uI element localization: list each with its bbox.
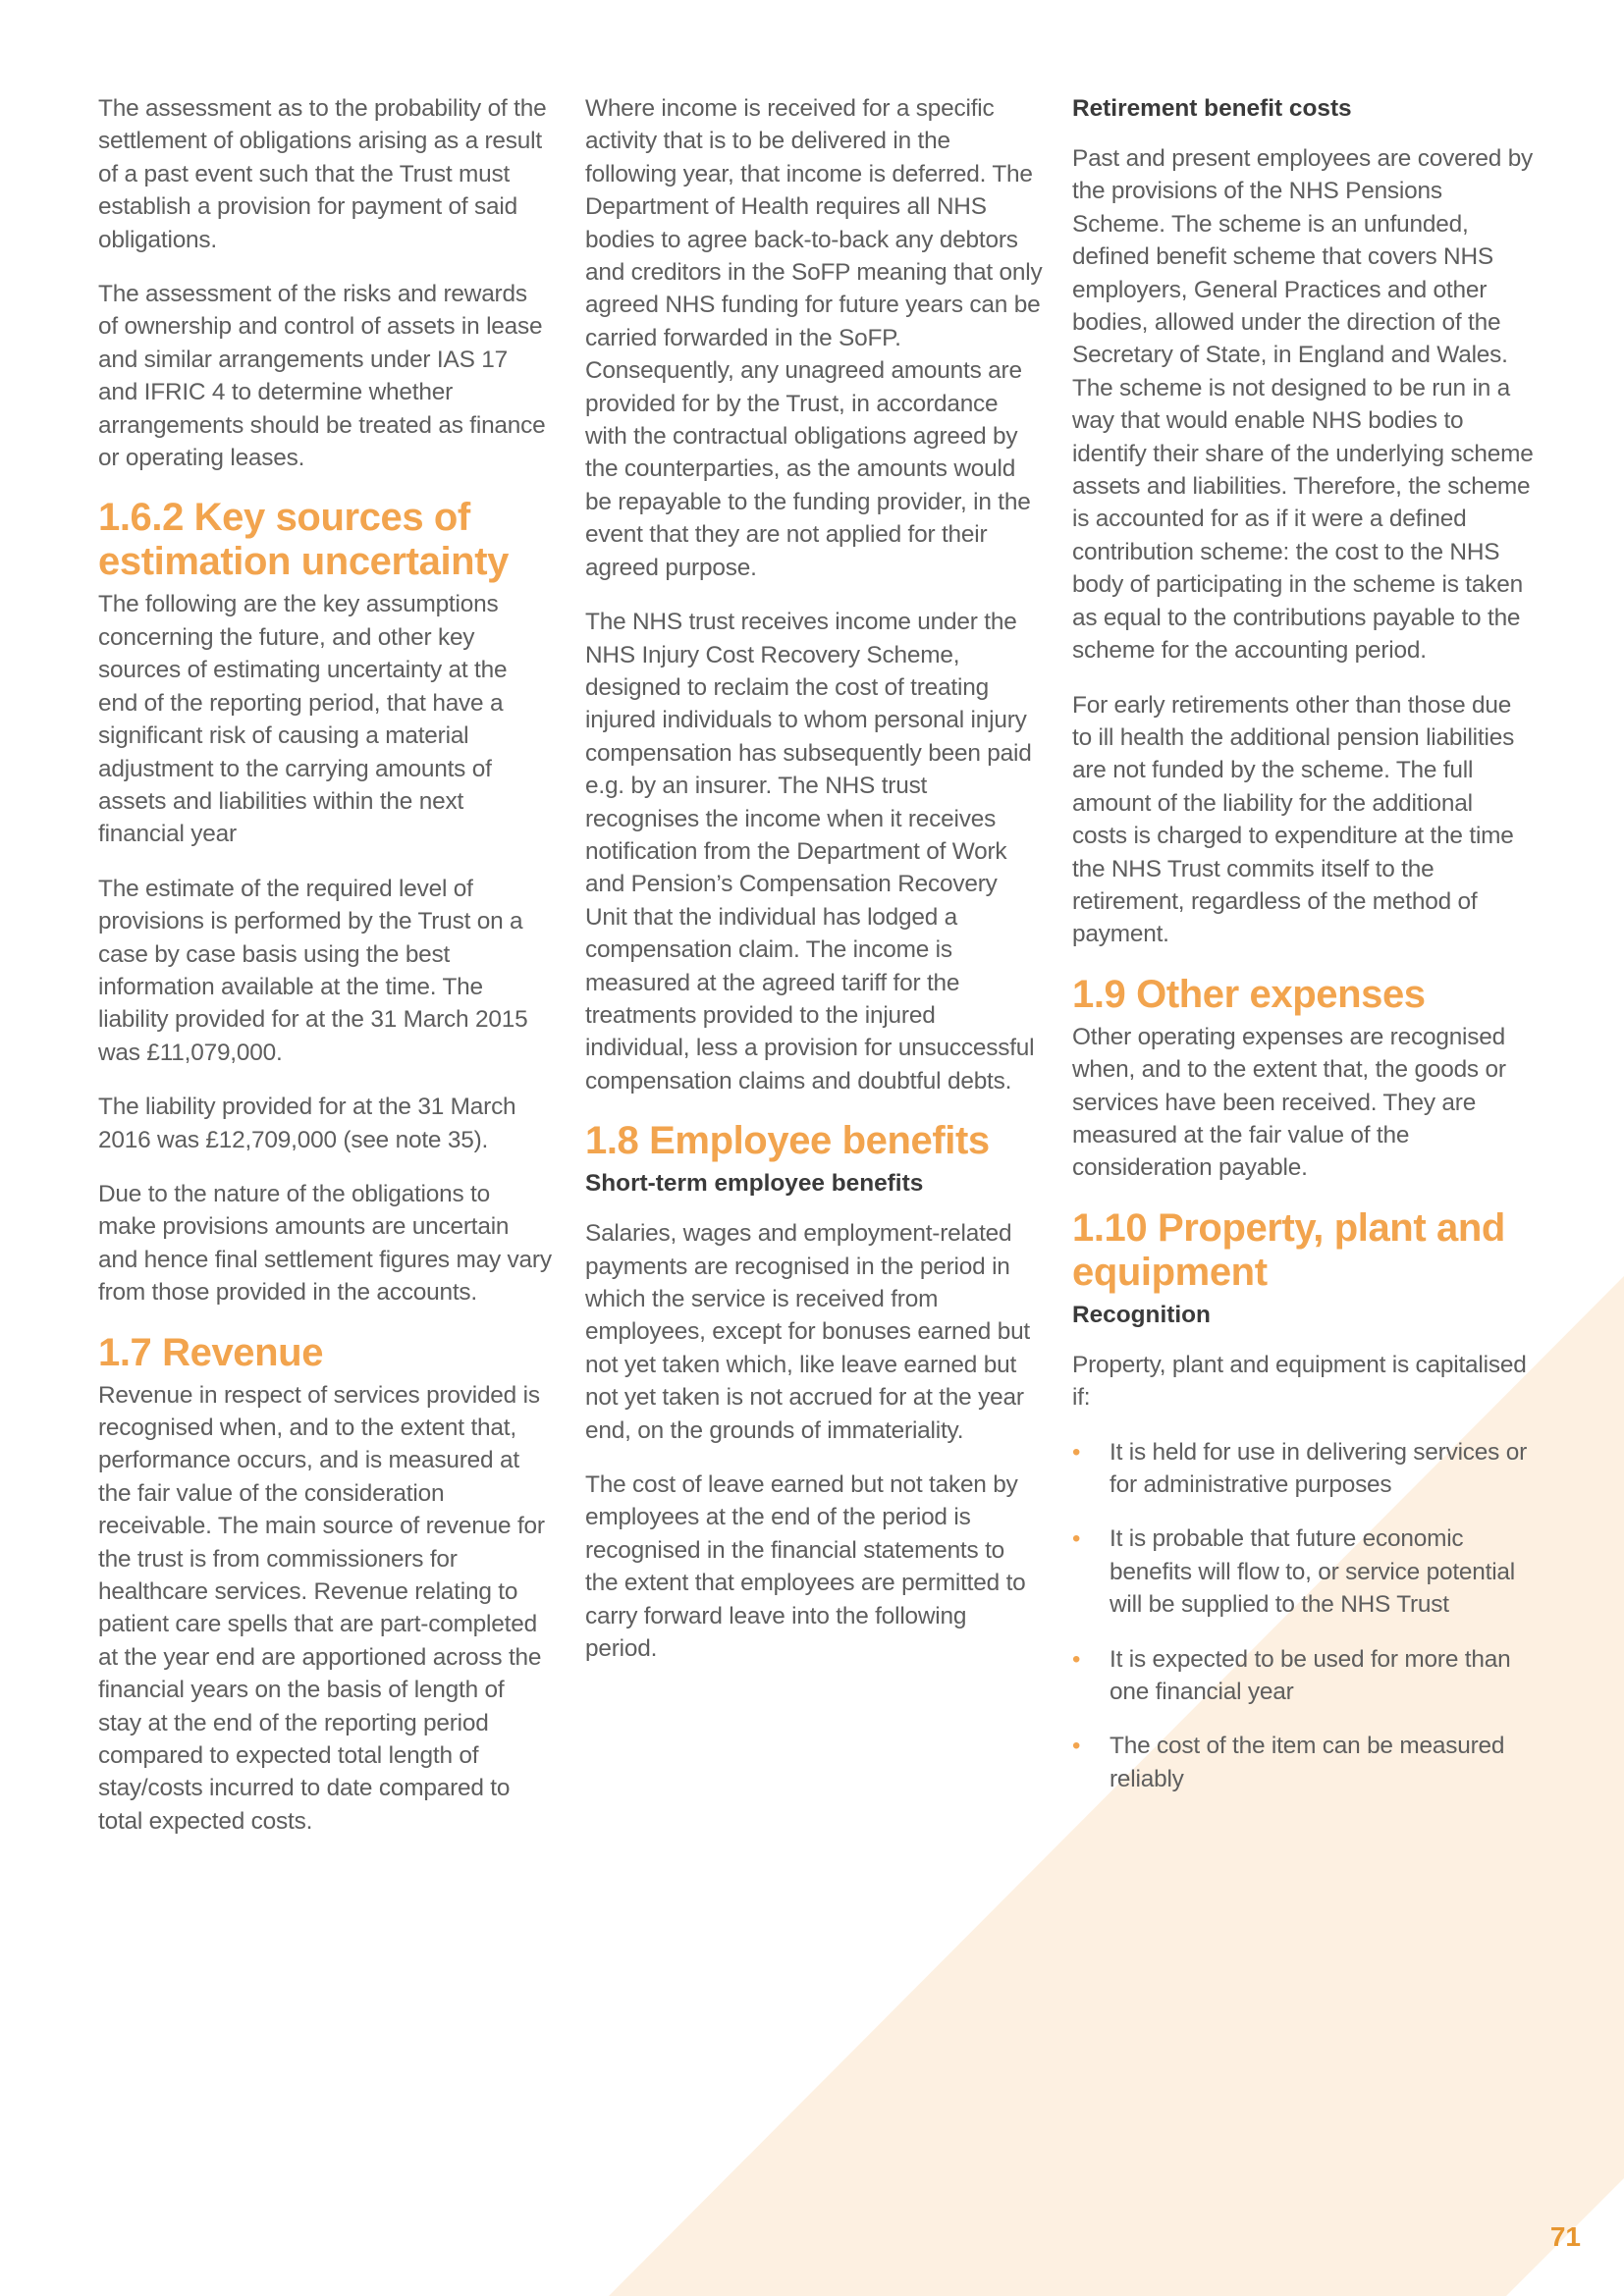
list-item [1072,1522,1534,1621]
paragraph: The liability provided for at the 31 March 2016 was £12,709,000 (see note 35). [98,1094,516,1153]
subheading-recognition: Recognition [1072,1301,1211,1328]
paragraph: Where income is received for a specific activity that is to be delivered in the following year, that income is deferred. The Department of Health requires all NHS bodies to agree back-to-back any debtors and creditors in the SoFP meaning that only agreed NHS funding for future years can be carried forwarded in the SoFP. Consequently, any unagreed amounts are provided for by the Trust, in accordance with the contractual obligations agreed by the counterparties, as the amounts would be repayable to the funding provider, in the event that they are not applied for their agreed purpose. [585,95,1043,581]
recognition-criteria-list [1072,1436,1534,1796]
heading-property-plant-equipment: 1.10 Property, plant and equipment [1072,1205,1505,1294]
column-3 [1072,92,1534,1817]
heading-key-sources-estimation: 1.6.2 Key sources of estimation uncertainty [98,496,509,584]
list-item-text: The cost of the item can be measured reliably [1110,1733,1505,1792]
paragraph: The following are the key assumptions concerning the future, and other key sources of estimating uncertainty at the end of the reporting period, that have a significant risk of causing a material adjustment to the carrying amounts of assets and liabilities within the next financial year [98,591,508,848]
paragraph: Salaries, wages and employment-related payments are recognised in the period in which the service is received from employees, except for bonuses earned but not yet taken which, like leave earned but not yet taken is not accrued for at the year end, on the grounds of immateriality. [585,1220,1031,1444]
list-item [1072,1730,1534,1795]
paragraph: Other operating expenses are recognised when, and to the extent that, the goods or services have been received. They are measured at the fair value of the consideration payable. [1072,1023,1506,1182]
paragraph: For early retirements other than those due to ill health the additional pension liabilities are not funded by the scheme. The full amount of the liability for the additional costs is charged to expenditure at the time the NHS Trust commits itself to the retirement, regardless of the method of payment. [1072,691,1515,948]
bullet-icon: • [1072,1733,1081,1760]
heading-other-expenses: 1.9 Other expenses [1072,972,1426,1016]
paragraph: The NHS trust receives income under the NHS Injury Cost Recovery Scheme, designed to reclaim the cost of treating injured individuals to whom personal injury compensation has subsequently been paid e.g. by an insurer. The NHS trust recognises the income when it receives notification from the Department of Work and Pension’s Compensation Recovery Unit that the individual has lodged a compensation claim. The income is measured at the agreed tariff for the treatments provided to the injured individual, less a provision for unsuccessful compensation claims and doubtful debts. [585,609,1035,1095]
list-item [1072,1643,1534,1709]
column-2 [585,92,1043,1686]
bullet-icon: • [1072,1438,1081,1466]
list-item [1072,1436,1534,1502]
paragraph: Revenue in respect of services provided is recognised when, and to the extent that, performance occurs, and is measured at the fair value of the consideration receivable. The main source of revenue for the trust is from commissioners for healthcare services. Revenue relating to patient care spells that are part-completed at the year end are apportioned across the financial years on the basis of length of stay at the end of the reporting period compared to expected total length of stay/costs incurred to date compared to total expected costs. [98,1381,545,1835]
heading-revenue: 1.7 Revenue [98,1330,324,1374]
paragraph: Property, plant and equipment is capitalised if: [1072,1351,1527,1412]
list-item-text: It is probable that future economic benefits will flow to, or service potential will be supplied to the NHS Trust [1110,1525,1516,1619]
bullet-icon: • [1072,1525,1081,1553]
paragraph: The assessment as to the probability of the settlement of obligations arising as a result of a past event such that the Trust must establish a provision for payment of said obligations. [98,95,547,253]
paragraph: Past and present employees are covered by the provisions of the NHS Pensions Scheme. The scheme is an unfunded, defined benefit scheme that covers NHS employers, General Practices and other bodies, allowed under the direction of the Secretary of State, in England and Wales. The scheme is not designed to be run in a way that would enable NHS bodies to identify their share of the underlying scheme assets and liabilities. Therefore, the scheme is accounted for as if it were a defined contribution scheme: the cost to the NHS body of participating in the scheme is taken as equal to the contributions payable to the scheme for the accounting period. [1072,145,1534,665]
paragraph: The cost of leave earned but not taken by employees at the end of the period is recognised in the financial statements to the extent that employees are permitted to carry forward leave into the following period. [585,1471,1026,1663]
list-item-text: It is held for use in delivering services or for administrative purposes [1110,1438,1528,1498]
subheading-short-term-benefits: Short-term employee benefits [585,1170,924,1198]
heading-employee-benefits: 1.8 Employee benefits [585,1119,990,1163]
bullet-icon: • [1072,1645,1081,1673]
paragraph: Due to the nature of the obligations to make provisions amounts are uncertain and hence final settlement figures may vary from those provided in the accounts. [98,1180,552,1307]
list-item-text: It is expected to be used for more than one financial year [1110,1645,1511,1706]
paragraph: The assessment of the risks and rewards of ownership and control of assets in lease and similar arrangements under IAS 17 and IFRIC 4 to determine whether arrangements should be treated as finance or operating leases. [98,281,546,472]
page-number: 71 [1549,2221,1581,2252]
column-1 [98,92,552,1859]
paragraph: The estimate of the required level of provisions is performed by the Trust on a case by case basis using the best information available at the time. The liability provided for at the 31 March 2015 was £11,079,000. [98,875,528,1066]
subheading-retirement-benefit-costs: Retirement benefit costs [1072,95,1352,122]
